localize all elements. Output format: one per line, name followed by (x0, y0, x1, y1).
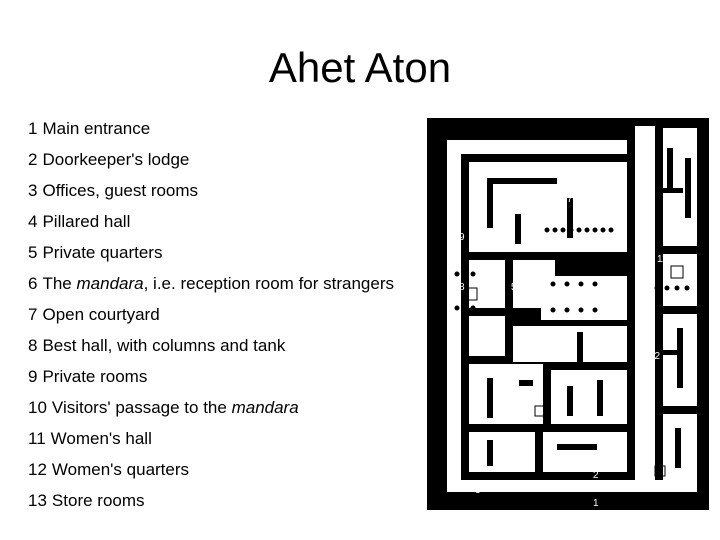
legend-text: The (42, 274, 77, 293)
slide-title: Ahet Aton (268, 44, 452, 91)
pillar (565, 308, 570, 313)
wall (597, 380, 603, 416)
legend-item (28, 147, 394, 178)
pillar (551, 282, 556, 287)
pillar (675, 286, 680, 291)
room-label: 1 (593, 498, 599, 509)
pillar (463, 272, 468, 277)
room-label: 9 (459, 232, 465, 243)
legend-item (28, 333, 394, 364)
legend-number: 8 (28, 336, 38, 355)
pillar (553, 228, 558, 233)
wall (487, 440, 493, 466)
legend-text: Best hall, with columns and tank (42, 336, 286, 355)
room-label: 2 (593, 470, 599, 481)
legend-number: 5 (28, 243, 38, 262)
legend-text: Open courtyard (42, 305, 160, 324)
pillar (569, 228, 574, 233)
legend-text: Doorkeeper's lodge (42, 150, 190, 169)
pillar (665, 286, 670, 291)
room-label: 13 (511, 141, 523, 152)
legend-item (28, 488, 394, 519)
legend-number: 1 (28, 119, 38, 138)
legend-text: Pillared hall (42, 212, 131, 231)
pillar (585, 228, 590, 233)
wall (577, 332, 583, 362)
legend-text: Private rooms (42, 367, 148, 386)
private-quarters (513, 326, 627, 362)
pillar (565, 282, 570, 287)
pillar (471, 272, 476, 277)
legend-text: Main entrance (42, 119, 151, 138)
pillar (471, 306, 476, 311)
legend-text-after: , i.e. reception room for strangers (143, 274, 394, 293)
legend-number: 6 (28, 274, 38, 293)
room-label: 6 (553, 214, 559, 225)
room-label: 3 (479, 464, 485, 475)
room-label: 4 (549, 292, 555, 303)
legend-number: 10 (28, 398, 47, 417)
legend-item (28, 426, 394, 457)
pillar (577, 228, 582, 233)
legend-emphasis: mandara (231, 398, 299, 417)
store-rooms-corridor (447, 140, 627, 154)
legend-text: Offices, guest rooms (42, 181, 199, 200)
floor-plan (427, 118, 709, 510)
guest-rooms (543, 432, 627, 472)
room-label: 13 (585, 143, 597, 154)
room-label: 11 (657, 254, 668, 265)
room-label: 10 (613, 351, 625, 362)
pillar (579, 282, 584, 287)
wall (685, 158, 691, 218)
legend-item (28, 116, 394, 147)
legend-text: Private quarters (42, 243, 163, 262)
wall (487, 178, 557, 184)
offices (469, 364, 543, 424)
women-hall (663, 254, 697, 306)
legend-item (28, 240, 394, 271)
room-label: 3 (475, 485, 481, 496)
legend-item (28, 457, 394, 488)
wall (663, 188, 683, 193)
legend-item (28, 209, 394, 240)
wall (663, 350, 677, 355)
pillar (593, 282, 598, 287)
pillar (545, 228, 550, 233)
room-label: 5 (555, 336, 561, 347)
legend-item (28, 364, 394, 395)
pillar (593, 308, 598, 313)
room-label: 8 (459, 282, 465, 293)
legend-number: 4 (28, 212, 38, 231)
offices (551, 370, 627, 424)
room-label: 12 (649, 351, 661, 362)
pillar (579, 308, 584, 313)
right-corridor (635, 126, 655, 490)
pillar (593, 228, 598, 233)
legend-item (28, 395, 394, 426)
legend-text: Store rooms (51, 491, 145, 510)
pillar (609, 228, 614, 233)
wall (487, 378, 493, 418)
pillar (601, 228, 606, 233)
bottom-corridor (447, 480, 697, 492)
legend-number: 9 (28, 367, 38, 386)
legend-number: 7 (28, 305, 38, 324)
wall (557, 444, 597, 450)
legend-text: Visitors' passage to the (51, 398, 232, 417)
legend-text: Women's hall (50, 429, 152, 448)
room-label: 7 (567, 194, 573, 205)
wall (667, 148, 673, 188)
wall (487, 178, 493, 228)
room-label: 3 (455, 440, 461, 451)
wall (519, 380, 533, 386)
room-label: 5 (511, 282, 517, 293)
legend-text: Women's quarters (51, 460, 190, 479)
legend-item (28, 302, 394, 333)
room-label: 3 (455, 420, 461, 431)
pillar (455, 306, 460, 311)
pillar (561, 228, 566, 233)
legend-list (28, 116, 394, 519)
pillar (655, 286, 660, 291)
legend-emphasis: mandara (76, 274, 144, 293)
legend-number: 13 (28, 491, 47, 510)
pillar (455, 272, 460, 277)
wall (677, 328, 683, 388)
legend-number: 3 (28, 181, 38, 200)
pillar (463, 306, 468, 311)
legend-number: 11 (28, 429, 46, 448)
wall (675, 428, 681, 468)
mid-room (469, 316, 505, 356)
legend-number: 2 (28, 150, 38, 169)
legend-item (28, 178, 394, 209)
wall (515, 214, 521, 244)
pillar (551, 308, 556, 313)
legend-number: 12 (28, 460, 47, 479)
hall-floor (469, 260, 505, 308)
wall (567, 386, 573, 416)
pillar (685, 286, 690, 291)
legend-item (28, 271, 394, 302)
